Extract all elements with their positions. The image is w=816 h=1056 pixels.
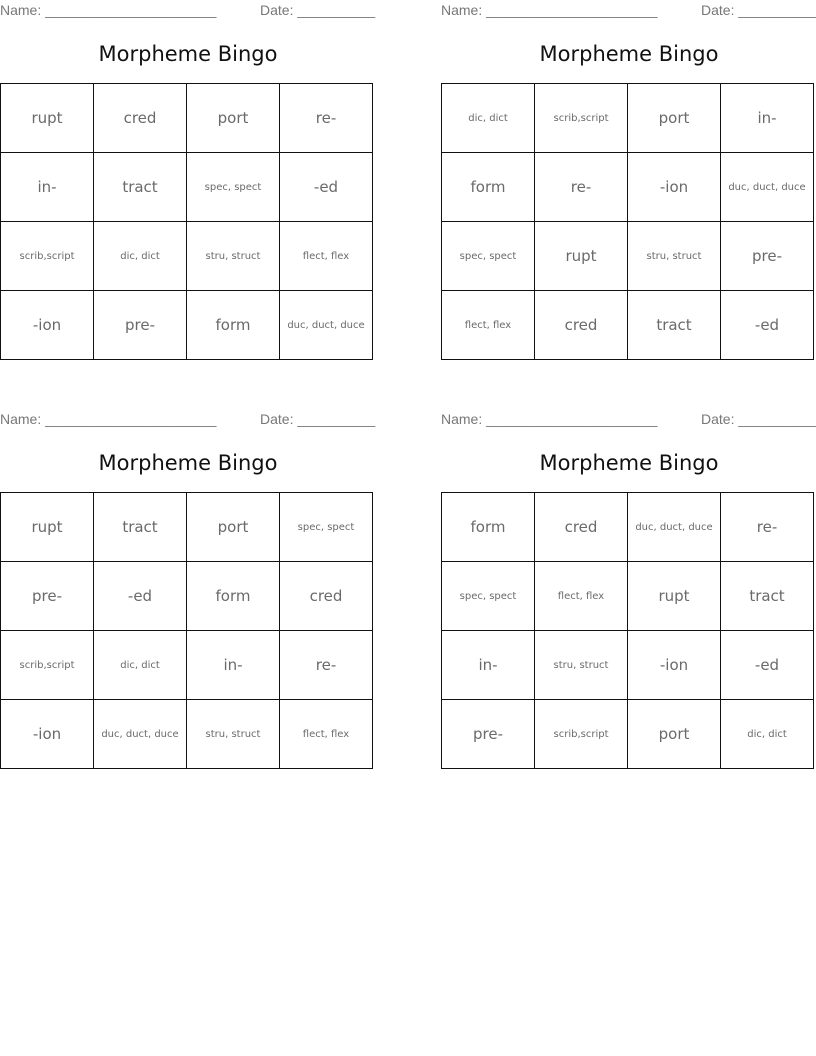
bingo-cell[interactable]: spec, spect <box>442 562 535 631</box>
bingo-cell[interactable]: duc, duct, duce <box>628 493 721 562</box>
bingo-cell[interactable]: stru, struct <box>628 222 721 291</box>
bingo-grid <box>0 492 373 769</box>
bingo-cell[interactable]: spec, spect <box>280 493 373 562</box>
bingo-cell[interactable]: -ed <box>280 153 373 222</box>
name-field[interactable]: Name: ______________________ <box>441 2 658 18</box>
bingo-cell[interactable]: -ed <box>721 291 814 360</box>
grid-row <box>442 493 814 562</box>
bingo-cell[interactable]: pre- <box>721 222 814 291</box>
bingo-cell[interactable]: -ion <box>628 153 721 222</box>
grid-row <box>1 153 373 222</box>
bingo-cell[interactable]: re- <box>280 84 373 153</box>
bingo-cell[interactable]: scrib,script <box>535 84 628 153</box>
date-field[interactable]: Date: __________ <box>260 2 376 18</box>
bingo-cell[interactable]: flect, flex <box>280 222 373 291</box>
bingo-cell[interactable]: rupt <box>628 562 721 631</box>
bingo-cell[interactable]: stru, struct <box>187 700 280 769</box>
grid-row <box>442 291 814 360</box>
bingo-cell[interactable]: in- <box>1 153 94 222</box>
bingo-cell[interactable]: dic, dict <box>442 84 535 153</box>
grid-row <box>1 700 373 769</box>
grid-row <box>442 562 814 631</box>
bingo-cell[interactable]: cred <box>535 291 628 360</box>
bingo-cell[interactable]: dic, dict <box>94 631 187 700</box>
bingo-cell[interactable]: re- <box>535 153 628 222</box>
bingo-grid <box>0 83 373 360</box>
date-field[interactable]: Date: __________ <box>701 411 816 427</box>
bingo-cell[interactable]: pre- <box>442 700 535 769</box>
bingo-cell[interactable]: pre- <box>94 291 187 360</box>
bingo-cell[interactable]: duc, duct, duce <box>94 700 187 769</box>
bingo-cell[interactable]: stru, struct <box>187 222 280 291</box>
bingo-cell[interactable]: flect, flex <box>535 562 628 631</box>
grid-row <box>442 222 814 291</box>
bingo-grid <box>441 492 814 769</box>
bingo-cell[interactable]: rupt <box>1 84 94 153</box>
bingo-cell[interactable]: -ion <box>628 631 721 700</box>
grid-row <box>1 222 373 291</box>
date-field[interactable]: Date: __________ <box>701 2 816 18</box>
bingo-cell[interactable]: tract <box>721 562 814 631</box>
grid-row <box>442 153 814 222</box>
bingo-cell[interactable]: scrib,script <box>535 700 628 769</box>
bingo-cell[interactable]: spec, spect <box>187 153 280 222</box>
bingo-cell[interactable]: pre- <box>1 562 94 631</box>
grid-row <box>1 291 373 360</box>
bingo-cell[interactable]: form <box>187 562 280 631</box>
bingo-cell[interactable]: -ed <box>721 631 814 700</box>
grid-row <box>1 84 373 153</box>
bingo-cell[interactable]: stru, struct <box>535 631 628 700</box>
card-header <box>441 409 816 431</box>
grid-row <box>442 84 814 153</box>
bingo-cell[interactable]: port <box>187 493 280 562</box>
bingo-cell[interactable]: tract <box>94 153 187 222</box>
name-field[interactable]: Name: ______________________ <box>0 2 217 18</box>
card-title: Morpheme Bingo <box>98 451 278 475</box>
bingo-cell[interactable]: in- <box>721 84 814 153</box>
bingo-cell[interactable]: -ion <box>1 291 94 360</box>
grid-row <box>442 631 814 700</box>
name-field[interactable]: Name: ______________________ <box>0 411 217 427</box>
bingo-cell[interactable]: duc, duct, duce <box>721 153 814 222</box>
bingo-cell[interactable]: scrib,script <box>1 631 94 700</box>
bingo-cell[interactable]: cred <box>535 493 628 562</box>
grid-row <box>1 631 373 700</box>
date-field[interactable]: Date: __________ <box>260 411 376 427</box>
bingo-cell[interactable]: re- <box>721 493 814 562</box>
bingo-cell[interactable]: rupt <box>1 493 94 562</box>
bingo-cell[interactable]: port <box>187 84 280 153</box>
grid-row <box>442 700 814 769</box>
grid-row <box>1 562 373 631</box>
bingo-cell[interactable]: form <box>187 291 280 360</box>
card-title: Morpheme Bingo <box>539 42 719 66</box>
bingo-cell[interactable]: spec, spect <box>442 222 535 291</box>
card-header <box>0 0 376 22</box>
bingo-cell[interactable]: rupt <box>535 222 628 291</box>
card-header <box>441 0 816 22</box>
bingo-cell[interactable]: port <box>628 84 721 153</box>
bingo-cell[interactable]: -ed <box>94 562 187 631</box>
card-title: Morpheme Bingo <box>98 42 278 66</box>
bingo-cell[interactable]: duc, duct, duce <box>280 291 373 360</box>
bingo-cell[interactable]: re- <box>280 631 373 700</box>
bingo-cell[interactable]: -ion <box>1 700 94 769</box>
name-field[interactable]: Name: ______________________ <box>441 411 658 427</box>
bingo-cell[interactable]: port <box>628 700 721 769</box>
bingo-cell[interactable]: in- <box>442 631 535 700</box>
bingo-grid <box>441 83 814 360</box>
bingo-cell[interactable]: cred <box>94 84 187 153</box>
bingo-cell[interactable]: dic, dict <box>721 700 814 769</box>
bingo-cell[interactable]: flect, flex <box>280 700 373 769</box>
bingo-cell[interactable]: form <box>442 493 535 562</box>
bingo-cell[interactable]: form <box>442 153 535 222</box>
card-header <box>0 409 376 431</box>
bingo-cell[interactable]: dic, dict <box>94 222 187 291</box>
bingo-cell[interactable]: cred <box>280 562 373 631</box>
bingo-cell[interactable]: flect, flex <box>442 291 535 360</box>
bingo-cell[interactable]: tract <box>628 291 721 360</box>
bingo-cell[interactable]: tract <box>94 493 187 562</box>
bingo-cell[interactable]: in- <box>187 631 280 700</box>
bingo-cell[interactable]: scrib,script <box>1 222 94 291</box>
card-title: Morpheme Bingo <box>539 451 719 475</box>
grid-row <box>1 493 373 562</box>
